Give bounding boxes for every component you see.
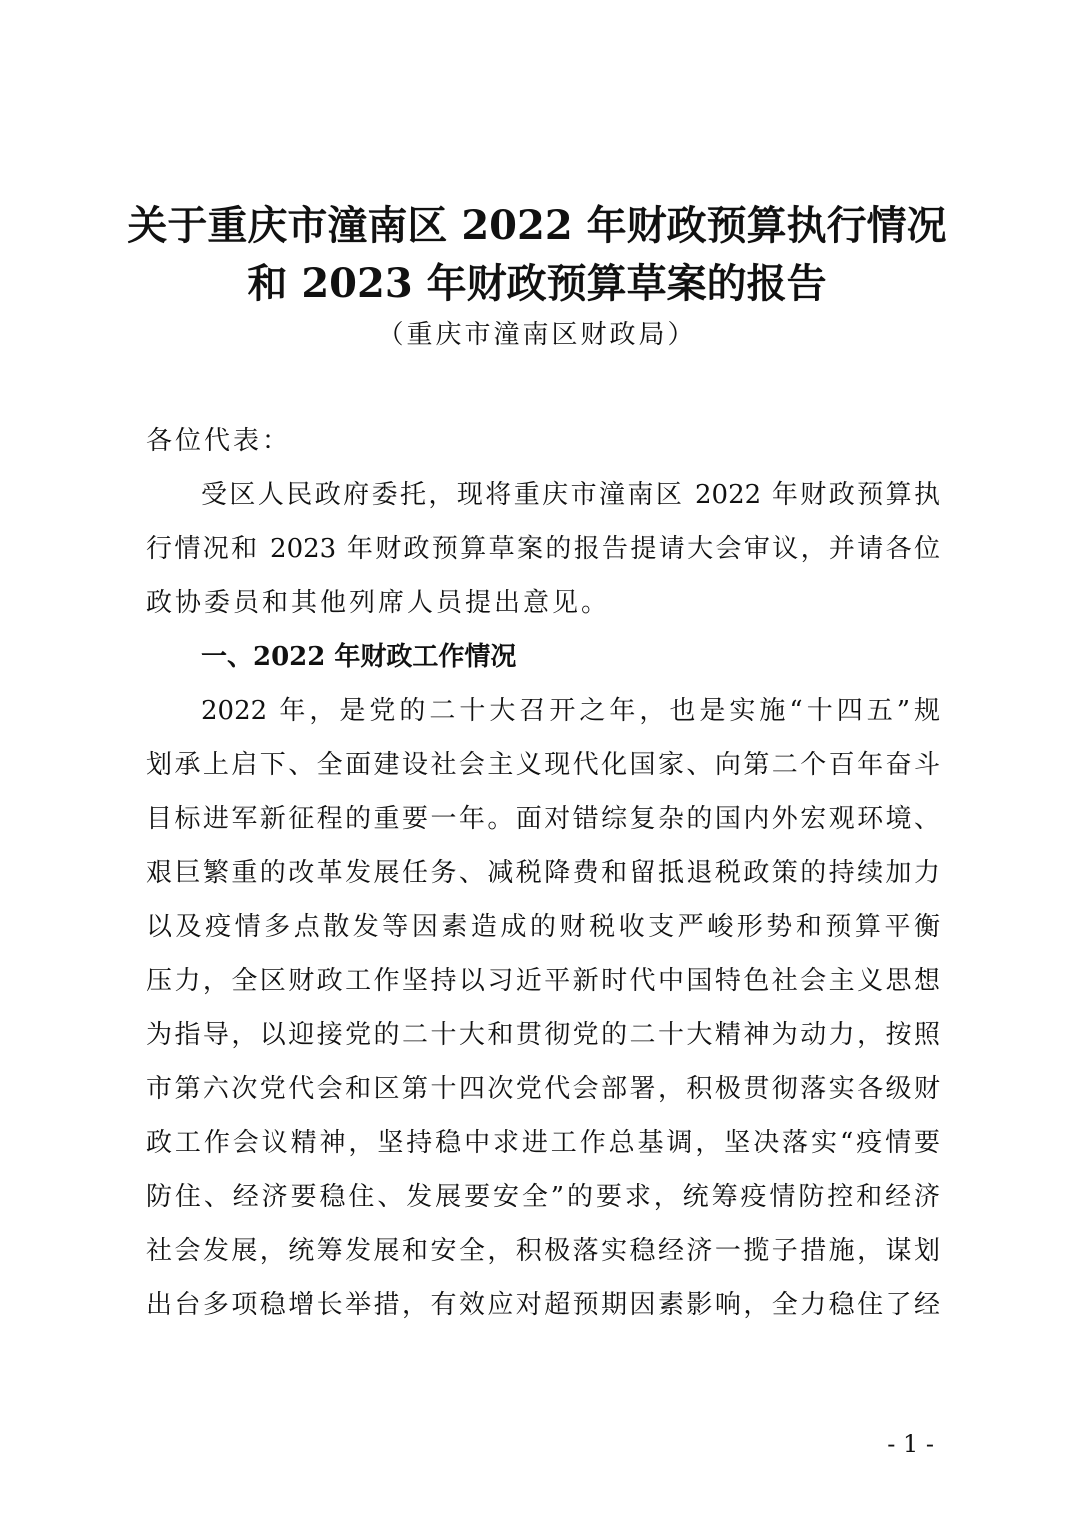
paragraph-2-line-6: 压力，全区财政工作坚持以习近平新时代中国特色社会主义思想: [146, 966, 940, 996]
section-heading: 一、2022 年财政工作情况: [201, 642, 517, 672]
document-title-line-2: 和 2023 年财政预算草案的报告: [247, 260, 827, 307]
paragraph-2-line-1: 2022 年，是党的二十大召开之年，也是实施“十四五”规: [201, 696, 940, 726]
paragraph-1-line-1: 受区人民政府委托，现将重庆市潼南区 2022 年财政预算执: [201, 480, 940, 510]
paragraph-1-line-3: 政协委员和其他列席人员提出意见。: [146, 588, 611, 618]
paragraph-2-line-9: 政工作会议精神，坚持稳中求进工作总基调，坚决落实“疫情要: [146, 1128, 940, 1158]
paragraph-2-line-2: 划承上启下、全面建设社会主义现代化国家、向第二个百年奋斗: [146, 750, 940, 780]
paragraph-2-line-4: 艰巨繁重的改革发展任务、减税降费和留抵退税政策的持续加力: [146, 858, 940, 888]
paragraph-2-line-10: 防住、经济要稳住、发展要安全”的要求，统筹疫情防控和经济: [146, 1182, 940, 1212]
paragraph-2-line-12: 出台多项稳增长举措，有效应对超预期因素影响，全力稳住了经: [146, 1290, 940, 1320]
page-number: - 1 -: [887, 1430, 934, 1458]
salutation: 各位代表：: [146, 426, 292, 456]
paragraph-2-line-7: 为指导，以迎接党的二十大和贯彻党的二十大精神为动力，按照: [146, 1020, 940, 1050]
paragraph-2-line-8: 市第六次党代会和区第十四次党代会部署，积极贯彻落实各级财: [146, 1074, 940, 1104]
paragraph-2-line-3: 目标进军新征程的重要一年。面对错综复杂的国内外宏观环境、: [146, 804, 940, 834]
paragraph-2-line-5: 以及疫情多点散发等因素造成的财税收支严峻形势和预算平衡: [146, 912, 940, 942]
paragraph-2-line-11: 社会发展，统筹发展和安全，积极落实稳经济一揽子措施，谋划: [146, 1236, 940, 1266]
paragraph-1-line-2: 行情况和 2023 年财政预算草案的报告提请大会审议，并请各位: [146, 534, 940, 564]
document-subtitle: （重庆市潼南区财政局）: [377, 320, 697, 350]
document-title-line-1: 关于重庆市潼南区 2022 年财政预算执行情况: [127, 202, 947, 249]
